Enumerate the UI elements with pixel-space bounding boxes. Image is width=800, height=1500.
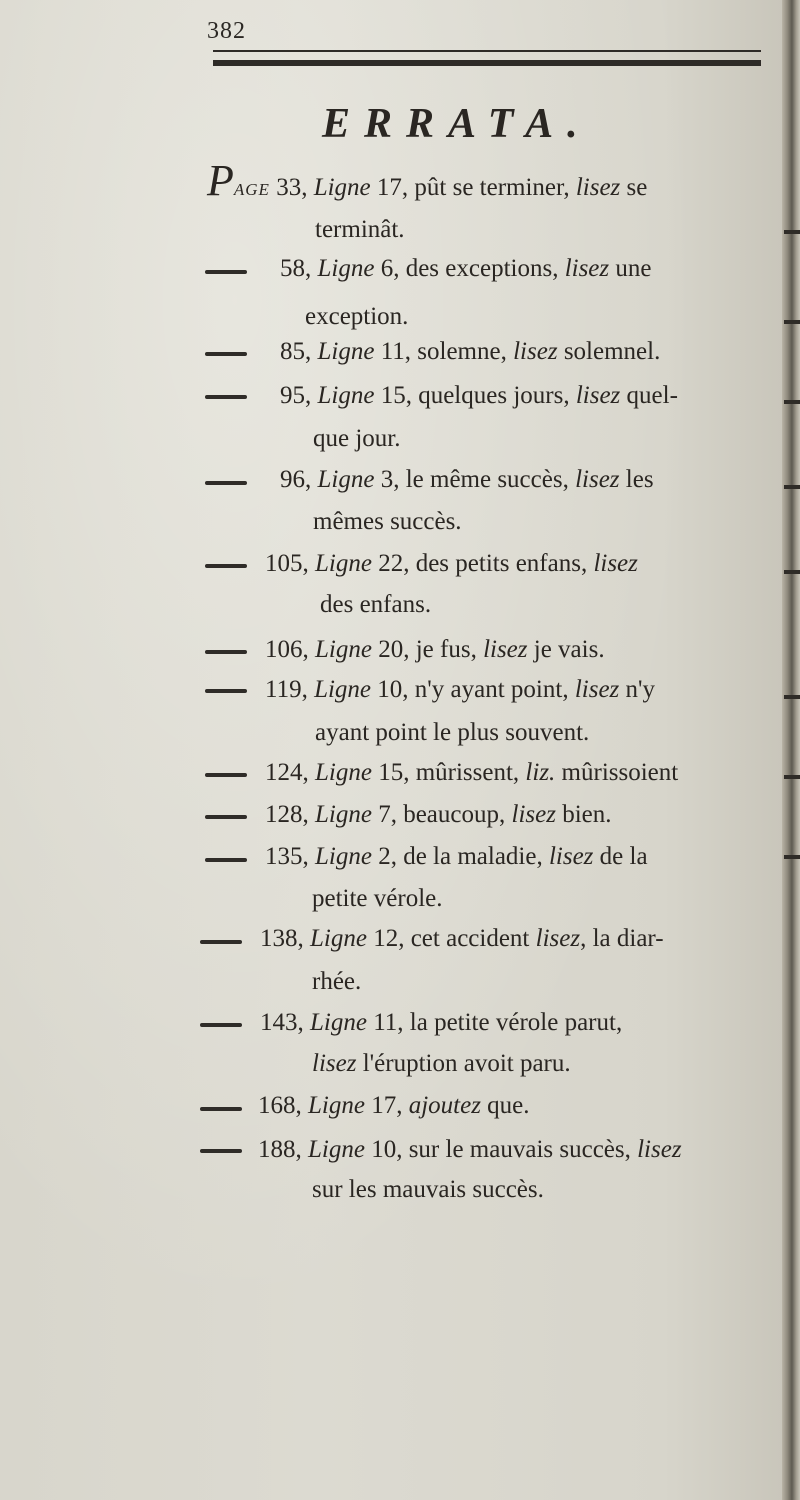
erratum-continuation: sur les mauvais succès. [312, 1176, 544, 1203]
edge-mark [784, 485, 800, 489]
edge-mark [784, 695, 800, 699]
ditto-dash [205, 352, 247, 356]
erratum-continuation: exception. [305, 303, 409, 330]
erratum-line: 168, Ligne 17, ajoutez que. [258, 1092, 530, 1119]
header-rule-thin [213, 50, 761, 52]
ditto-dash [200, 1023, 242, 1027]
erratum-line: 105, Ligne 22, des petits enfans, lisez [265, 550, 638, 577]
ditto-dash [205, 270, 247, 274]
ditto-dash [200, 940, 242, 944]
erratum-continuation: lisez l'éruption avoit paru. [312, 1050, 571, 1077]
ditto-dash [205, 815, 247, 819]
ditto-dash [205, 481, 247, 485]
page-number: 382 [207, 18, 246, 44]
edge-mark [784, 570, 800, 574]
edge-mark [784, 320, 800, 324]
erratum-line: 124, Ligne 15, mûrissent, liz. mûrissoient [265, 759, 679, 786]
erratum-line: 128, Ligne 7, beaucoup, lisez bien. [265, 801, 612, 828]
erratum-line: 85, Ligne 11, solemne, lisez solemnel. [280, 338, 661, 365]
edge-mark [784, 400, 800, 404]
erratum-continuation: ayant point le plus souvent. [315, 719, 590, 746]
page-edge [782, 0, 800, 1500]
erratum-line: 58, Ligne 6, des exceptions, lisez une [280, 255, 652, 282]
ditto-dash [205, 689, 247, 693]
erratum-line: 188, Ligne 10, sur le mauvais succès, lisez [258, 1136, 682, 1163]
erratum-line: 119, Ligne 10, n'y ayant point, lisez n'y [265, 676, 656, 703]
erratum-line: 143, Ligne 11, la petite vérole parut, [260, 1009, 623, 1036]
erratum-continuation: mêmes succès. [313, 508, 462, 535]
erratum-continuation: rhée. [312, 968, 362, 995]
erratum-continuation: terminât. [315, 216, 405, 243]
edge-mark [784, 775, 800, 779]
erratum-line: 106, Ligne 20, je fus, lisez je vais. [265, 636, 605, 663]
ditto-dash [205, 773, 247, 777]
erratum-continuation: petite vérole. [312, 885, 443, 912]
erratum-line: 96, Ligne 3, le même succès, lisez les [280, 466, 654, 493]
ditto-dash [205, 858, 247, 862]
ditto-dash [200, 1107, 242, 1111]
ditto-dash [205, 395, 247, 399]
ditto-dash [205, 650, 247, 654]
erratum-continuation: des enfans. [320, 591, 432, 618]
erratum-continuation: que jour. [313, 425, 401, 452]
erratum-line: 135, Ligne 2, de la maladie, lisez de la [265, 843, 648, 870]
edge-mark [784, 855, 800, 859]
edge-mark [784, 230, 800, 234]
erratum-line: 95, Ligne 15, quelques jours, lisez quel- [280, 382, 678, 409]
ditto-dash [200, 1149, 242, 1153]
errata-title: ERRATA. [322, 101, 592, 147]
erratum-line: PAGE 33, Ligne 17, pût se terminer, lisez se [207, 156, 648, 205]
erratum-line: 138, Ligne 12, cet accident lisez, la diar- [260, 925, 664, 952]
header-rule-thick [213, 60, 761, 66]
ditto-dash [205, 564, 247, 568]
